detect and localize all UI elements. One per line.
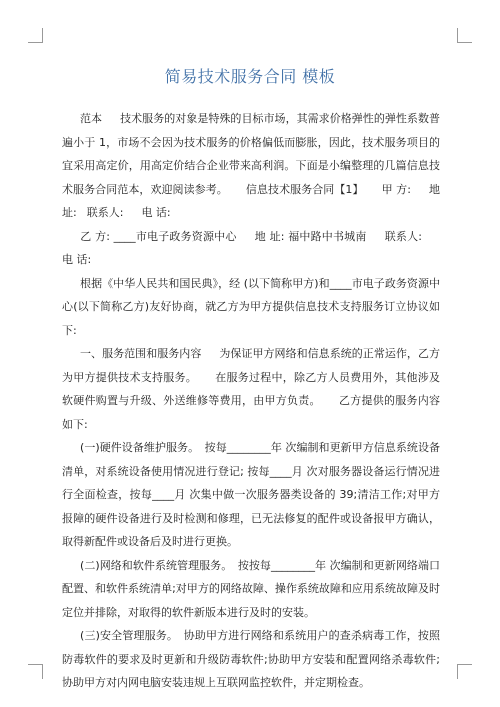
page-corner-mark-bottom-right [457,664,472,679]
security-service-paragraph [62,624,440,695]
party-b-address: 地 址: 福中路中书城南 [254,229,367,243]
party-a-address: 地 址: [62,182,441,219]
scope-text: 为保证甲方网络和信息系统的正常运作，乙方为甲方提供技术支持服务。 [62,347,440,384]
page-corner-mark-bottom-left [28,664,43,679]
intro-text: 技术服务的对象是特殊的目标市场，其需求价格弹性的弹性系数普遍小于 1，市场不会因为技术服务的价格偏低而膨胀，因此，技术服务项目的宜采用高定价，用高定价结合企业带来高利润。下面是小编整理的几篇信息技术服务合同范本，欢迎阅读参考。 [62,112,440,196]
basis-paragraph [62,272,440,343]
sample-title: 信息技术服务合同【1】 [245,182,364,196]
party-b-line [62,225,440,272]
scope-text-2: 在服务过程中，除乙方人员费用外，其他涉及软硬件购置与升级、外送维修等费用，由甲方负责。 [62,370,440,407]
intro-label: 范本 [80,112,103,125]
page-corner-mark-top-left [28,28,43,43]
hardware-service-text: (一)硬件设备维护服务。 按每________年 次编制和更新甲方信息系统设备清单，对系统设备使用情况进行登记; 按每____月 次对服务器设备运行情况进行全面检查，按每____月 次集中做一次服务器类设备的 39;清洁工作;对甲方报障的硬件设备进行及时检测和修理，已无法修复的配件或设备报甲方确认，取得新配件或设备后及时进行更换。 [62,441,440,548]
basis-text: 根据《中华人民共和国民典》，经 (以下简称甲方)和____市电子政务资源中心(以下简称乙方)友好协商，就乙方为甲方提供信息技术支持服务订立协议如下: [62,276,440,337]
hardware-service-paragraph [62,436,440,554]
network-service-text: (二)网络和软件系统管理服务。 按按每________年 次编制和更新网络端口配置、和软件系统清单;对甲方的网络故障、操作系统故障和应用系统故障及时定位并排除，对取得的软件新版本进行及时的安装。 [62,558,440,619]
network-service-paragraph [62,554,440,625]
document-body [62,107,440,695]
security-service-text: (三)安全管理服务。 协助甲方进行网络和系统用户的查杀病毒工作，按照防毒软件的要求及时更新和升级防毒软件;协助甲方安装和配置网络杀毒软件;协助甲方对内网电脑安装违规上互联网监控软件，并定期检查。 [62,629,440,689]
party-a-label: 甲 方: [381,182,411,196]
party-b-contact: 联系人: [384,229,422,243]
scope-paragraph [62,342,440,436]
intro-paragraph [62,107,440,225]
party-b-phone: 电 话: [62,253,92,266]
party-a-phone: 电 话: [141,206,171,219]
scope-heading: 一、服务范围和服务内容 [80,347,202,360]
page-corner-mark-top-right [457,28,472,43]
scope-text-3: 乙方提供的服务内容如下: [62,394,440,431]
party-b-name: 乙 方: ____市电子政务资源中心 [80,229,237,243]
party-a-contact: 联系人: [86,206,124,219]
document-title: 简易技术服务合同 模板 [164,67,336,86]
